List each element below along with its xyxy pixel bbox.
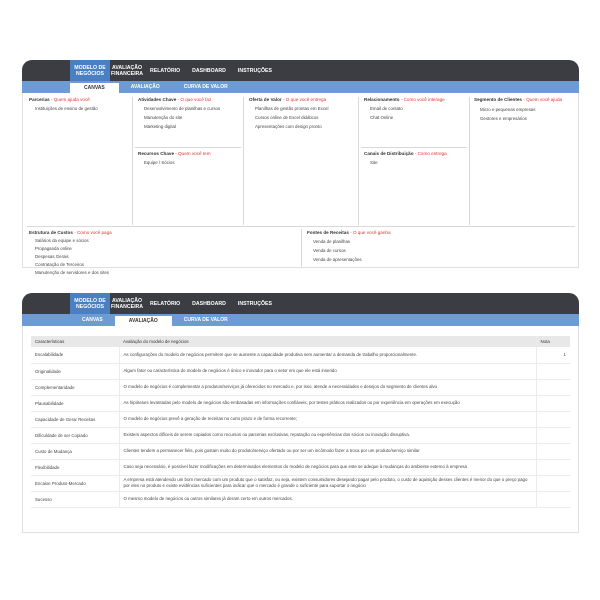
top-nav-bar — [22, 60, 579, 81]
nav-relatorio[interactable]: RELATÓRIO — [150, 300, 181, 307]
cell-nota-input[interactable] — [536, 427, 570, 443]
block-title: Oferta de Valor — [249, 97, 282, 102]
table-row — [31, 411, 570, 427]
nav-relatorio[interactable]: RELATÓRIO — [150, 67, 181, 74]
cell-caracteristica: Complementaridade — [31, 379, 119, 395]
cell-caracteristica: Flexibilidade — [31, 459, 119, 475]
list-item: Equipe / Sócios — [144, 160, 175, 165]
list-item: Planilhas de gestão prontas em Excel — [255, 106, 329, 111]
list-item: Propaganda online — [35, 246, 72, 251]
block-title: Estrutura de Custos — [29, 230, 73, 235]
cell-avaliacao: As configurações do modelo de negócios permitem que se aumente a capacidade produtiva sem aumentar a demanda de trabalho proporcionalmente. — [119, 347, 536, 363]
table-row — [31, 427, 570, 443]
block-canais[interactable] — [364, 151, 447, 165]
list-item: Venda de planilhas — [313, 239, 351, 244]
cell-caracteristica: Capacidade de Gerar Receitas — [31, 411, 119, 427]
cell-caracteristica: Originalidade — [31, 363, 119, 379]
cell-nota-input[interactable] — [536, 363, 570, 379]
nav-avaliacao-financeira[interactable]: AVALIAÇÃO FINANCEIRA — [111, 64, 144, 77]
evaluation-body — [22, 326, 579, 533]
cell-caracteristica: Escalabilidade — [31, 347, 119, 363]
nav-instrucoes[interactable]: INSTRUÇÕES — [237, 67, 272, 74]
evaluation-table — [31, 336, 570, 508]
block-subtitle: - Como você interage — [400, 97, 445, 102]
cell-avaliacao: O modelo de negócios é complementar a produtos/serviços já oferecidos no mercado e, por isso, atende a necessidades e desejos do segmento de clientes alvo — [119, 379, 536, 395]
divider — [301, 229, 302, 267]
table-row — [31, 475, 570, 491]
tab-curva-de-valor[interactable]: CURVA DE VALOR — [183, 84, 228, 90]
block-subtitle: - Quem ajuda você — [50, 97, 90, 102]
canvas-window — [22, 60, 579, 275]
tab-canvas[interactable]: CANVAS — [82, 317, 103, 323]
divider — [27, 226, 575, 227]
block-subtitle: - O que você faz — [177, 97, 212, 102]
table-row — [31, 459, 570, 475]
tab-canvas[interactable]: CANVAS — [70, 83, 119, 93]
list-item: Despesas Gerais — [35, 254, 69, 259]
cell-nota-input[interactable]: 1 — [536, 347, 570, 363]
divider — [243, 97, 244, 225]
header-avaliacao: Avaliação do modelo de negócios — [123, 339, 189, 344]
cell-avaliacao: As hipóteses levantadas pelo modelo de negócios são embasadas em informações confiáveis, por testes práticos realizados ou por experiência em operações em execução — [119, 395, 536, 411]
divider — [132, 97, 133, 225]
cell-nota-input[interactable] — [536, 379, 570, 395]
list-item: Micro e pequenas empresas — [480, 106, 536, 112]
block-title: Fontes de Receitas — [307, 230, 349, 235]
tab-curva-de-valor[interactable]: CURVA DE VALOR — [183, 317, 228, 323]
block-subtitle: - O que você entrega — [282, 97, 327, 102]
main-nav — [70, 293, 278, 314]
block-subtitle: - O que você ganha — [350, 230, 391, 235]
cell-avaliacao: Algum fator ou característica do modelo de negócios é único e inovador para o setor em que ele está inserido — [119, 363, 536, 379]
canvas-body — [22, 93, 579, 275]
list-item: Contratação de Terceiros — [35, 262, 84, 267]
list-item: Marketing digital — [144, 124, 176, 129]
nav-modelo-de-negocios[interactable]: MODELO DE NEGÓCIOS — [70, 293, 110, 314]
cell-avaliacao: O mesmo modelo de negócios ou outros similares já deram certo em outros mercados. — [119, 491, 536, 507]
list-item: Venda de cursos — [313, 248, 346, 253]
cell-nota-input[interactable] — [536, 395, 570, 411]
cell-nota-input[interactable] — [536, 411, 570, 427]
block-title: Relacionamento — [364, 97, 400, 102]
main-nav — [70, 60, 278, 81]
block-title: Segmento de Clientes — [474, 97, 522, 102]
table-row — [31, 363, 570, 379]
evaluation-window — [22, 293, 579, 533]
divider — [358, 97, 359, 225]
header-nota: Nota — [536, 336, 570, 347]
block-parcerias[interactable] — [29, 97, 98, 111]
table-row — [31, 443, 570, 459]
list-item: Site — [370, 160, 378, 165]
cell-caracteristica: Plausabilidade — [31, 395, 119, 411]
block-title: Parcerias — [29, 97, 50, 102]
block-title: Canais de Distribuição — [364, 151, 414, 156]
divider — [469, 97, 470, 225]
nav-instrucoes[interactable]: INSTRUÇÕES — [237, 300, 272, 307]
block-subtitle: - Como você paga — [74, 230, 112, 235]
tab-avaliacao[interactable]: AVALIAÇÃO — [130, 84, 160, 90]
block-recursos-chave[interactable] — [138, 151, 211, 165]
cell-avaliacao: Existem aspectos difíceis de serem copiados como recursos ou parcerias exclusivas, reputação ou experiências dos sócios ou inovação disruptiva. — [119, 427, 536, 443]
tab-avaliacao[interactable]: AVALIAÇÃO — [115, 316, 172, 326]
nav-dashboard[interactable]: DASHBOARD — [192, 67, 226, 74]
cell-avaliacao: Caso seja necessário, é possível fazer modificações em determinados elementos do modelo de negócios para que este se adeque à mudanças do ambiente externo à empresa — [119, 459, 536, 475]
block-subtitle: - Como entrega — [414, 151, 447, 156]
list-item: Cursos online de Excel didáticos — [255, 115, 319, 120]
cell-avaliacao: O modelo de negócios prevê a geração de receitas no curto prazo e de forma recorrente; — [119, 411, 536, 427]
list-item: Manutenção de servidores e dos sites — [35, 270, 109, 275]
sub-tab-bar — [22, 314, 579, 326]
block-subtitle: - Quem você ajuda — [523, 97, 563, 102]
nav-modelo-de-negocios[interactable]: MODELO DE NEGÓCIOS — [70, 60, 110, 81]
cell-nota-input[interactable] — [536, 491, 570, 507]
cell-nota-input[interactable] — [536, 443, 570, 459]
divider — [361, 147, 467, 148]
table-row — [31, 491, 570, 507]
sub-tab-bar — [22, 81, 579, 93]
cell-nota-input[interactable] — [536, 475, 570, 491]
cell-caracteristica: Dificuldade de ser Copiado — [31, 427, 119, 443]
block-subtitle: - Quem você tem — [175, 151, 211, 156]
top-nav-bar — [22, 293, 579, 314]
list-item: Instituições de ensino de gestão — [35, 106, 98, 111]
block-fontes-de-receitas[interactable] — [307, 230, 391, 262]
block-title: Recursos Chave — [138, 151, 175, 156]
nav-dashboard[interactable]: DASHBOARD — [192, 300, 226, 307]
table-header-row — [31, 336, 570, 347]
block-oferta-de-valor[interactable] — [249, 97, 328, 129]
block-segmento-de-clientes[interactable] — [474, 97, 576, 121]
list-item: Apresentações com design pronto — [255, 124, 322, 129]
block-title: Atividades Chave — [138, 97, 177, 102]
list-item: Gestores e empresários — [480, 115, 527, 121]
cell-avaliacao: Clientes tendem a permanecer fiéis, pois gostam muito do produto/serviço ofertado ou por ser um incômodo fazer a troca por um produto/serviço similar — [119, 443, 536, 459]
divider — [135, 147, 241, 148]
cell-caracteristica: Encaixe Produto-Mercado — [31, 475, 119, 491]
table-row — [31, 379, 570, 395]
list-item: Chat Online — [370, 115, 394, 120]
cell-avaliacao: A empresa está atendendo um bom mercado com um produto que o satisfaz, ou seja, existem consumidores desejando pagar pelo produto, o custo de aquisição desses clientes é menor do que o preço pago por eles no produto e existe evidências suficientes para indicar que o mercado é grande o suficiente para suportar o negócio — [119, 475, 536, 491]
list-item: Email de contato — [370, 106, 403, 111]
list-item: Desenvolvimento de planilhas e cursos — [144, 106, 221, 111]
list-item: Salários da equipe e sócios — [35, 238, 89, 243]
block-estrutura-de-custos[interactable] — [29, 230, 112, 275]
header-caracteristicas: Características — [35, 339, 65, 344]
table-row — [31, 347, 570, 363]
block-atividades-chave[interactable] — [138, 97, 220, 129]
block-relacionamento[interactable] — [364, 97, 445, 120]
cell-caracteristica: Sucesso — [31, 491, 119, 507]
list-item: Venda de apresentações — [313, 257, 362, 262]
cell-nota-input[interactable] — [536, 459, 570, 475]
cell-caracteristica: Custo de Mudança — [31, 443, 119, 459]
table-row — [31, 395, 570, 411]
nav-avaliacao-financeira[interactable]: AVALIAÇÃO FINANCEIRA — [111, 297, 144, 310]
list-item: Manutenção do site — [144, 115, 183, 120]
